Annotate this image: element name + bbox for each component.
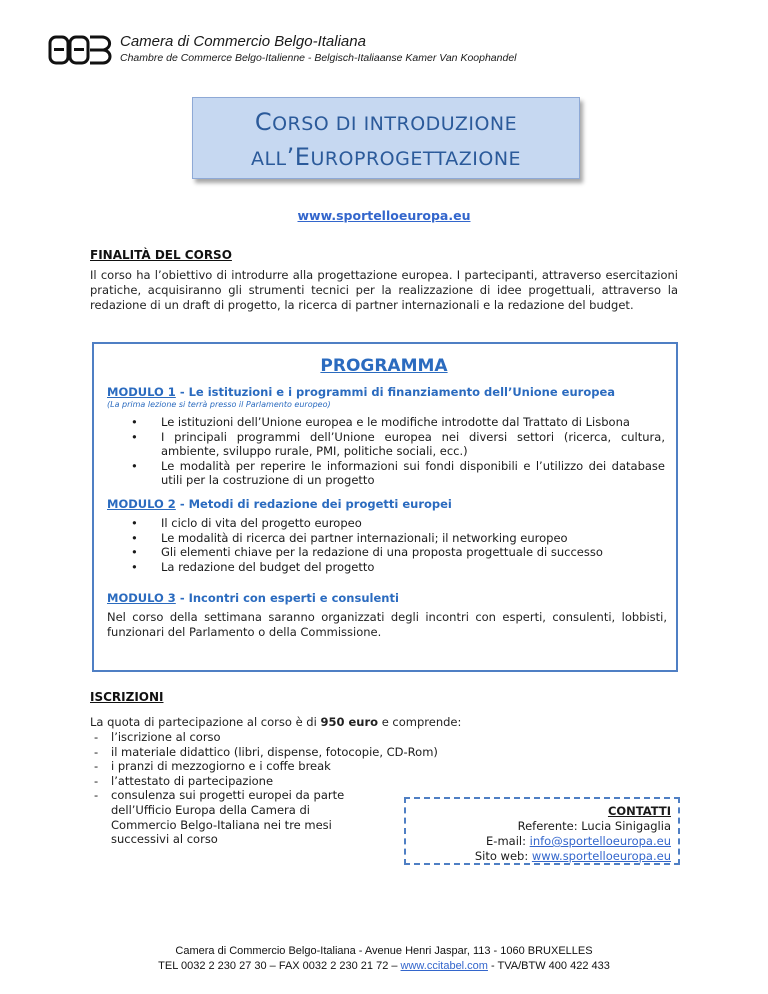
contacts-referente: Referente: Lucia Sinigaglia xyxy=(517,819,671,833)
modulo3-text: Nel corso della settimana saranno organizzati degli incontri con esperti, consulenti, lobbisti, funzionari del Parlamento o della Commissione. xyxy=(107,610,667,639)
course-title-box xyxy=(192,97,580,179)
modulo3-title: MODULO 3 - Incontri con esperti e consulenti xyxy=(107,591,399,605)
contacts-web-row: Sito web: www.sportelloeuropa.eu xyxy=(474,849,671,863)
header-subtitle: Chambre de Commerce Belgo-Italienne - Belgisch-Italiaanse Kamer Van Koophandel xyxy=(120,52,517,64)
chamber-logo xyxy=(48,34,112,66)
footer-contacts: TEL 0032 2 230 27 30 – FAX 0032 2 230 21 72 – www.ccitabel.com - TVA/BTW 400 422 433 xyxy=(158,960,610,972)
list-item: • I principali programmi dell’Unione europea nei diversi settori (ricerca, cultura, ambiente, sviluppo rurale, PMI, politiche sociali, ecc.) xyxy=(131,430,665,459)
list-item: • Le istituzioni dell’Unione europea e le modifiche introdotte dal Trattato di Lisbona xyxy=(131,415,665,430)
list-item: • La redazione del budget del progetto xyxy=(131,560,665,575)
modulo1-title: MODULO 1 - Le istituzioni e i programmi di finanziamento dell’Unione europea xyxy=(107,385,616,399)
header-org-name: Camera di Commercio Belgo-Italiana xyxy=(120,33,366,50)
modulo2-title: MODULO 2 - Metodi di redazione dei progetti europei xyxy=(107,497,452,511)
list-item: - consulenza sui progetti europei da parte dell’Ufficio Europa della Camera di Commercio Belgo-Italiana nei tre mesi successivi al corso xyxy=(90,788,372,846)
contacts-email-row: E-mail: info@sportelloeuropa.eu xyxy=(486,834,671,848)
list-item: - l’iscrizione al corso xyxy=(90,730,372,745)
footer-web-link[interactable]: www.ccitabel.com xyxy=(400,960,488,972)
website-link[interactable]: www.sportelloeuropa.eu xyxy=(297,208,471,223)
list-item: - i pranzi di mezzogiorno e i coffe break xyxy=(90,759,372,774)
course-title-line2: ALL’EUROPROGETTAZIONE xyxy=(250,143,522,171)
finalita-text: Il corso ha l’obiettivo di introdurre alla progettazione europea. I partecipanti, attraverso esercitazioni pratiche, acquisiranno gli strumenti tecnici per la realizzazione di idee progettuali, attraverso la redazione di un draft di progetto, la ricerca di partner internazionali e la redazione del budget. xyxy=(90,268,678,312)
contacts-heading: CONTATTI xyxy=(607,804,671,818)
list-item: • Il ciclo di vita del progetto europeo xyxy=(131,516,665,531)
iscrizioni-heading: ISCRIZIONI xyxy=(90,690,164,704)
modulo2-list xyxy=(131,516,665,574)
contacts-box xyxy=(404,797,680,865)
list-item: - l’attestato di partecipazione xyxy=(90,774,372,789)
course-title-line1: CORSO DI INTRODUZIONE xyxy=(254,108,518,136)
modulo1-list xyxy=(131,415,665,488)
iscrizioni-list xyxy=(90,730,438,847)
list-item: • Gli elementi chiave per la redazione di una proposta progettuale di successo xyxy=(131,545,665,560)
modulo1-note: (La prima lezione si terrà presso il Parlamento europeo) xyxy=(107,400,331,409)
email-link[interactable]: info@sportelloeuropa.eu xyxy=(529,834,671,848)
iscrizioni-intro: La quota di partecipazione al corso è di 950 euro e comprende: xyxy=(90,715,462,729)
list-item: • Le modalità per reperire le informazioni sui fondi disponibili e l’utilizzo dei database utili per la costruzione di un progetto xyxy=(131,459,665,488)
footer-address: Camera di Commercio Belgo-Italiana - Avenue Henri Jaspar, 113 - 1060 BRUXELLES xyxy=(175,945,593,957)
list-item: • Le modalità di ricerca dei partner internazionali; il networking europeo xyxy=(131,531,665,546)
programma-title: PROGRAMMA xyxy=(320,356,448,376)
list-item: - il materiale didattico (libri, dispense, fotocopie, CD-Rom) xyxy=(90,745,372,760)
web-link[interactable]: www.sportelloeuropa.eu xyxy=(531,849,671,863)
finalita-heading: FINALITÀ DEL CORSO xyxy=(90,248,232,262)
